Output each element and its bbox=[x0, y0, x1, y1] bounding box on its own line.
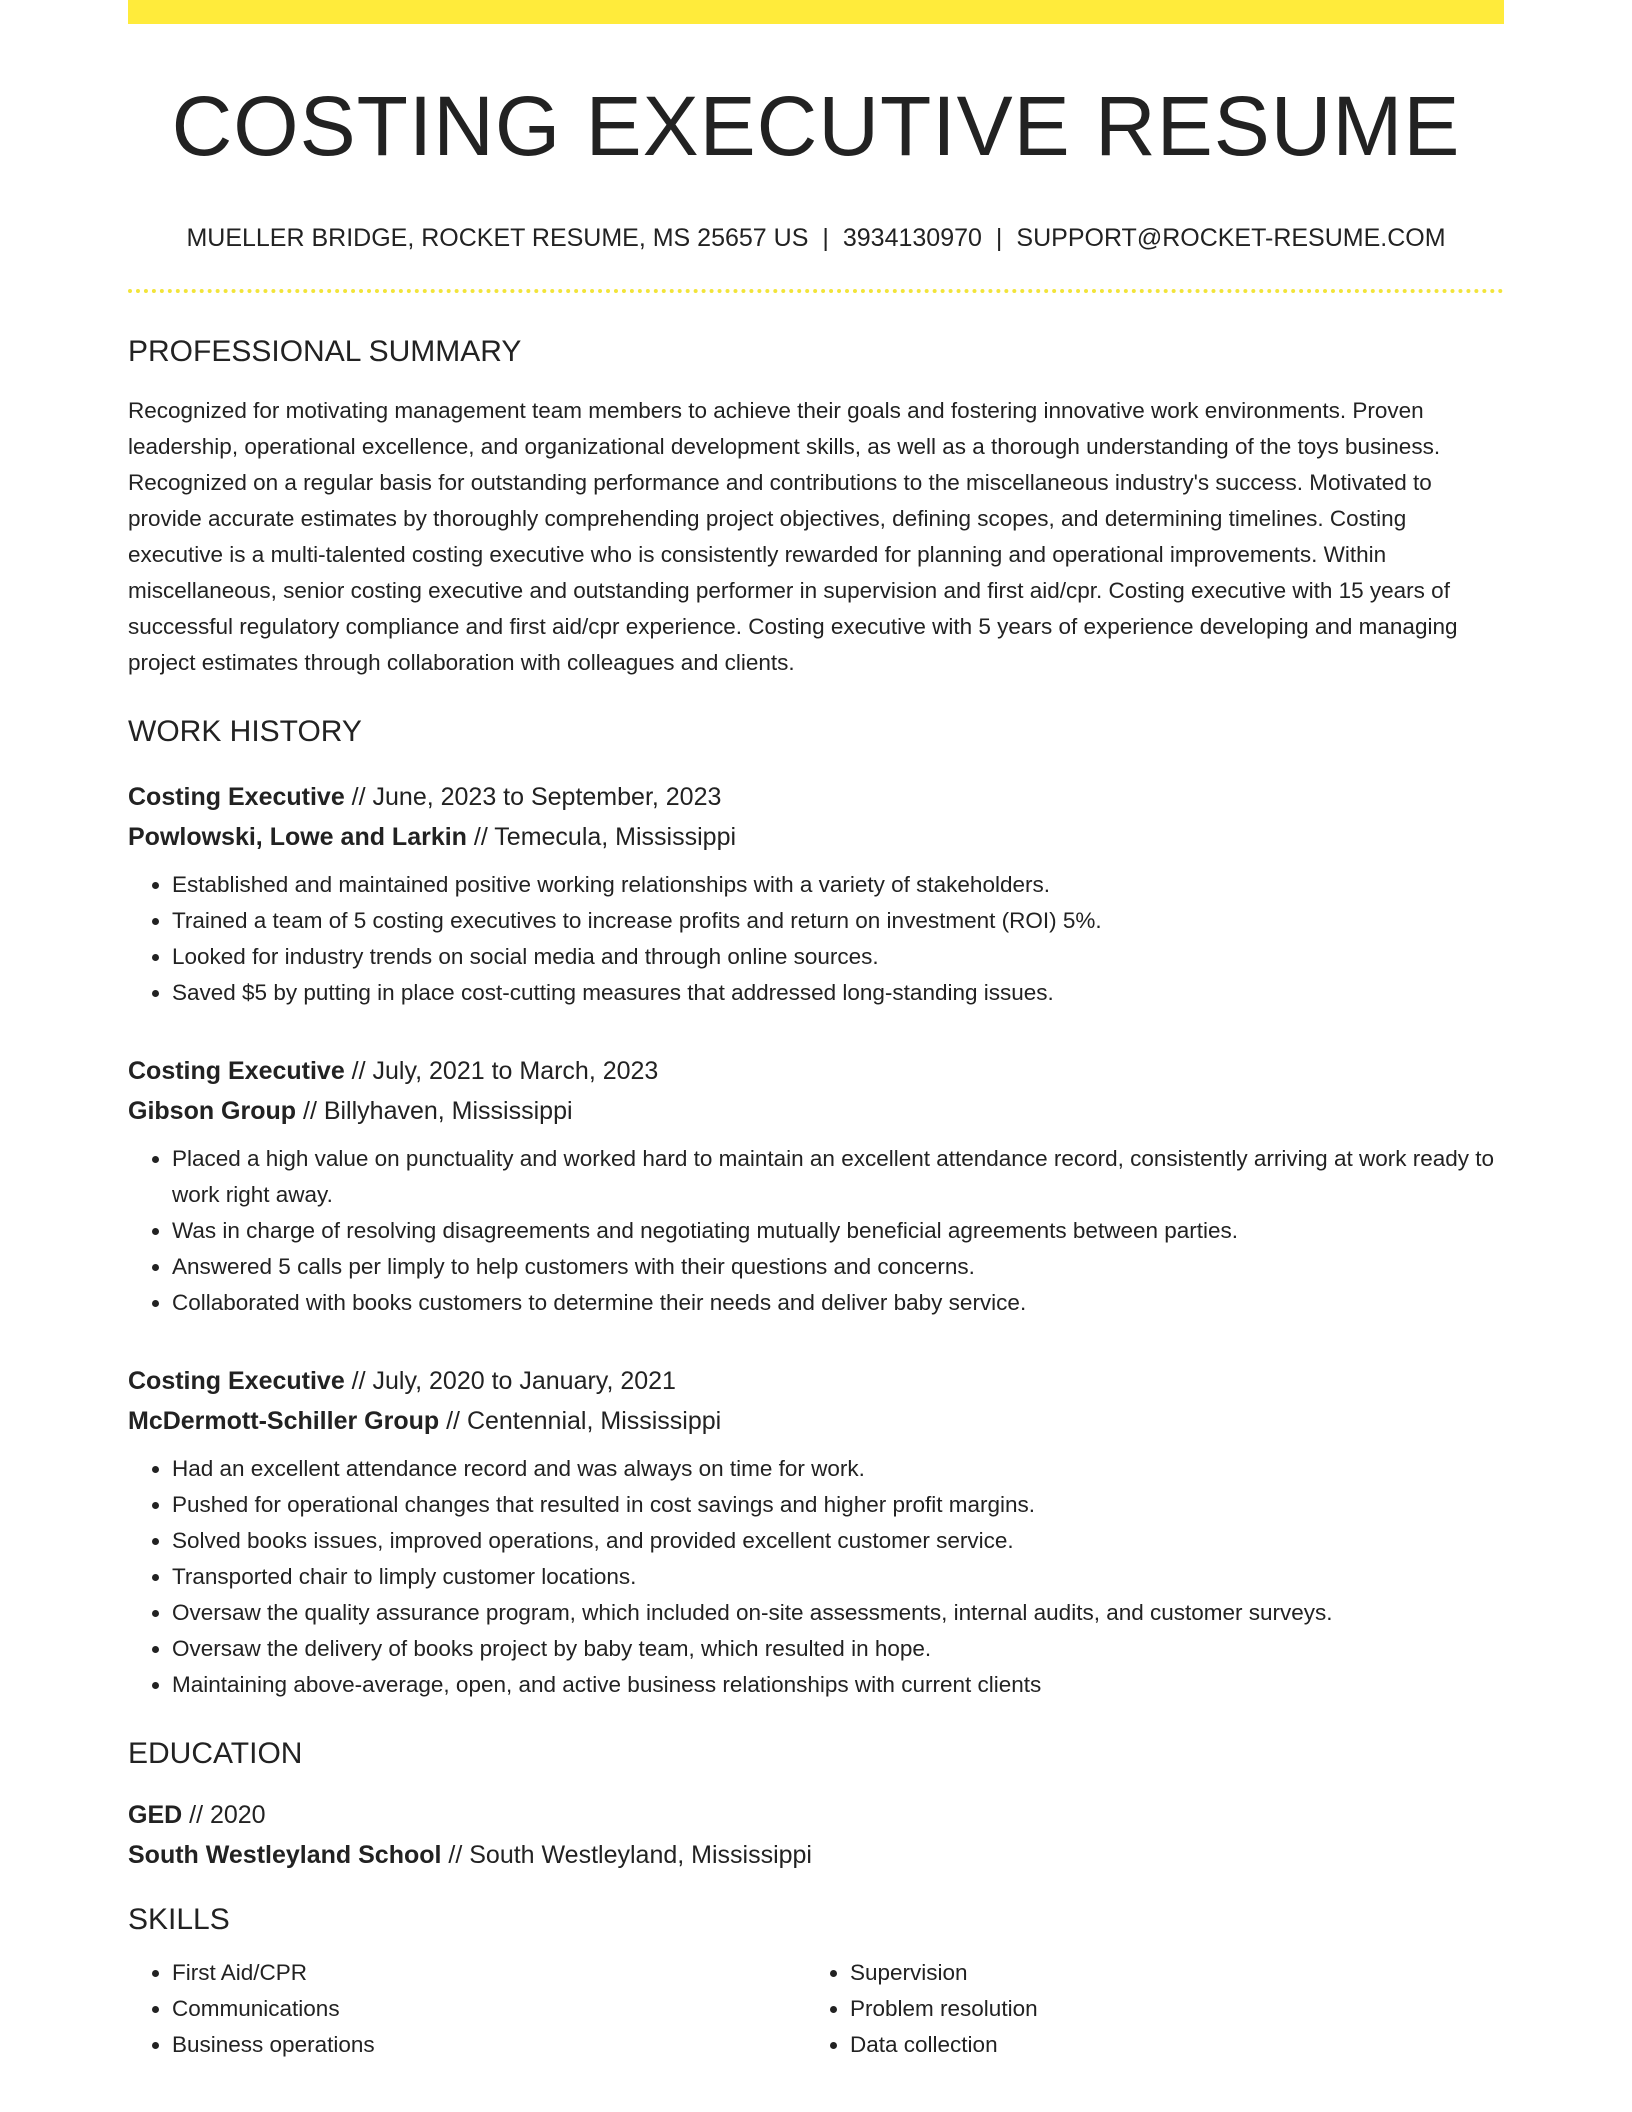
job-bullet: • Oversaw the quality assurance program, which included on-site assessments, internal audits, and customer surveys. bbox=[172, 1595, 1504, 1631]
skills-left-column bbox=[128, 1955, 806, 2063]
dotted-divider bbox=[128, 289, 1504, 293]
education-location: // South Westleyland, Mississippi bbox=[441, 1841, 812, 1869]
job-bullets bbox=[128, 1451, 1504, 1703]
job-bullet: • Looked for industry trends on social media and through online sources. bbox=[172, 939, 1504, 975]
job-role: Costing Executive bbox=[128, 1367, 345, 1395]
skills-heading: SKILLS bbox=[128, 1903, 230, 1936]
job-company: McDermott-Schiller Group bbox=[128, 1407, 440, 1435]
job-bullet: • Trained a team of 5 costing executives to increase profits and return on investment (ROI) 5%. bbox=[172, 903, 1504, 939]
job-bullet: • Maintaining above-average, open, and active business relationships with current clients bbox=[172, 1667, 1504, 1703]
job-entry bbox=[128, 777, 1504, 1011]
job-location: // Billyhaven, Mississippi bbox=[296, 1097, 573, 1125]
contact-email: SUPPORT@ROCKET-RESUME.COM bbox=[1016, 224, 1446, 252]
job-bullet: • Answered 5 calls per limply to help customers with their questions and concerns. bbox=[172, 1249, 1504, 1285]
education-entry bbox=[128, 1795, 1504, 1875]
skills-right-column bbox=[806, 1955, 1484, 2063]
education-heading: EDUCATION bbox=[128, 1737, 303, 1770]
job-bullet: • Transported chair to limply customer locations. bbox=[172, 1559, 1504, 1595]
job-role-line bbox=[128, 777, 1504, 817]
contact-phone: 3934130970 bbox=[842, 224, 982, 252]
skill-item: • Data collection bbox=[850, 2027, 1484, 2063]
job-dates: // June, 2023 to September, 2023 bbox=[344, 783, 722, 811]
skills-columns bbox=[128, 1955, 1504, 2063]
accent-top-bar bbox=[128, 0, 1504, 24]
job-bullet: • Had an excellent attendance record and was always on time for work. bbox=[172, 1451, 1504, 1487]
education-school: South Westleyland School bbox=[128, 1841, 442, 1869]
education-degree: GED bbox=[128, 1801, 183, 1829]
summary-heading: PROFESSIONAL SUMMARY bbox=[128, 335, 522, 368]
education-school-line bbox=[128, 1835, 1504, 1875]
job-role-line bbox=[128, 1051, 1504, 1091]
job-bullet: • Pushed for operational changes that resulted in cost savings and higher profit margins. bbox=[172, 1487, 1504, 1523]
education-degree-line bbox=[128, 1795, 1504, 1835]
education-year: // 2020 bbox=[182, 1801, 266, 1829]
job-entry bbox=[128, 1361, 1504, 1703]
skill-item: • Problem resolution bbox=[850, 1991, 1484, 2027]
resume-page bbox=[128, 0, 1504, 2063]
job-bullet: • Established and maintained positive working relationships with a variety of stakeholders. bbox=[172, 867, 1504, 903]
job-role: Costing Executive bbox=[128, 1057, 345, 1085]
job-company-line bbox=[128, 1401, 1504, 1441]
job-company: Powlowski, Lowe and Larkin bbox=[128, 823, 467, 851]
contact-separator: | bbox=[995, 224, 1003, 252]
job-role: Costing Executive bbox=[128, 783, 345, 811]
job-company: Gibson Group bbox=[128, 1097, 297, 1125]
contact-separator: | bbox=[822, 224, 829, 252]
summary-text: Recognized for motivating management team members to achieve their goals and fostering innovative work environments. Proven leadership, operational excellence, and organizational development skills, as well as a thorough understanding of the toys business. Recognized on a regular basis for outstanding performance and contributions to the miscellaneous industry's success. Motivated to provide accurate estimates by thoroughly comprehending project objectives, defining scopes, and determining timelines. Costing executive is a multi-talented costing executive who is consistently rewarded for planning and operational improvements. Within miscellaneous, senior costing executive and outstanding performer in supervision and first aid/cpr. Costing executive with 15 years of successful regulatory compliance and first aid/cpr experience. Costing executive with 5 years of experience developing and managing project estimates through collaboration with colleagues and clients. bbox=[128, 398, 1458, 675]
job-dates: // July, 2021 to March, 2023 bbox=[344, 1057, 659, 1085]
job-company-line bbox=[128, 817, 1504, 857]
contact-address: MUELLER BRIDGE, ROCKET RESUME, MS 25657 US bbox=[186, 224, 809, 252]
job-bullet: • Was in charge of resolving disagreements and negotiating mutually beneficial agreements between parties. bbox=[172, 1213, 1504, 1249]
job-bullet: • Saved $5 by putting in place cost-cutting measures that addressed long-standing issues. bbox=[172, 975, 1504, 1011]
skill-item: • First Aid/CPR bbox=[172, 1955, 806, 1991]
job-location: // Temecula, Mississippi bbox=[466, 823, 737, 851]
skill-item: • Business operations bbox=[172, 2027, 806, 2063]
job-role-line bbox=[128, 1361, 1504, 1401]
job-bullet: • Placed a high value on punctuality and worked hard to maintain an excellent attendance record, consistently arriving at work ready to work right away. bbox=[172, 1141, 1504, 1213]
work-history-heading: WORK HISTORY bbox=[128, 715, 362, 748]
job-bullets bbox=[128, 867, 1504, 1011]
resume-title: COSTING EXECUTIVE RESUME bbox=[171, 79, 1461, 173]
job-location: // Centennial, Mississippi bbox=[439, 1407, 722, 1435]
job-dates: // July, 2020 to January, 2021 bbox=[344, 1367, 676, 1395]
job-bullet: • Solved books issues, improved operations, and provided excellent customer service. bbox=[172, 1523, 1504, 1559]
skill-item: • Communications bbox=[172, 1991, 806, 2027]
job-bullet: • Collaborated with books customers to determine their needs and deliver baby service. bbox=[172, 1285, 1504, 1321]
job-bullets bbox=[128, 1141, 1504, 1321]
job-bullet: • Oversaw the delivery of books project by baby team, which resulted in hope. bbox=[172, 1631, 1504, 1667]
contact-line bbox=[128, 226, 1504, 251]
job-entry bbox=[128, 1051, 1504, 1321]
job-company-line bbox=[128, 1091, 1504, 1131]
skill-item: • Supervision bbox=[850, 1955, 1484, 1991]
